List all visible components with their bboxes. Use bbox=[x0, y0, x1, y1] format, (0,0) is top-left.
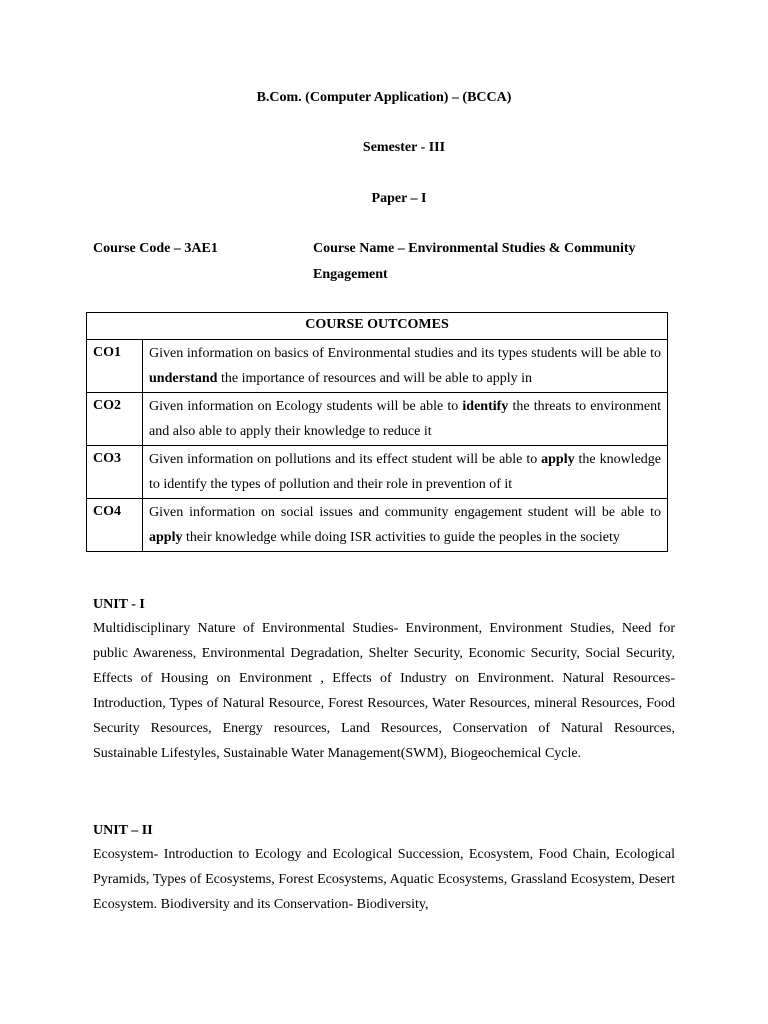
table-row bbox=[87, 340, 668, 393]
outcome-text: Given information on Ecology students will be able to identify the threats to environment and also able to apply their knowledge to reduce it bbox=[143, 393, 668, 446]
table-row bbox=[87, 393, 668, 446]
outcome-id: CO4 bbox=[87, 499, 143, 552]
outcome-text: Given information on pollutions and its effect student will be able to apply the knowledge to identify the types of pollution and their role in prevention of it bbox=[143, 446, 668, 499]
outcome-id: CO1 bbox=[87, 340, 143, 393]
program-title: B.Com. (Computer Application) – (BCCA) bbox=[256, 90, 512, 105]
unit-2-heading: UNIT – II bbox=[93, 823, 153, 838]
paper-title: Paper – I bbox=[371, 191, 427, 206]
table-row bbox=[87, 446, 668, 499]
course-name: Course Name – Environmental Studies & Community Engagement bbox=[313, 241, 636, 282]
unit-2-text: Ecosystem- Introduction to Ecology and Ecological Succession, Ecosystem, Food Chain, Ecological Pyramids, Types of Ecosystems, Forest Ecosystems, Aquatic Ecosystems, Grassland Ecosystem, Desert Ecosystem. Biodiversity and its Conservation- Biodiversity, bbox=[93, 847, 675, 912]
outcome-text: Given information on social issues and community engagement student will be able to apply their knowledge while doing ISR activities to guide the peoples in the society bbox=[143, 499, 668, 552]
outcome-id: CO3 bbox=[87, 446, 143, 499]
unit-1-text: Multidisciplinary Nature of Environmental Studies- Environment, Environment Studies, Need for public Awareness, Environmental Degradation, Shelter Security, Economic Security, Social Security, Effects of Housing on Environment , Effects of Industry on Environment. Natural Resources- Introduction, Types of Natural Resource, Forest Resources, Water Resources, mineral Resources, Food Security Resources, Energy resources, Land Resources, Conservation of Natural Resources, Sustainable Lifestyles, Sustainable Water Management(SWM), Biogeochemical Cycle. bbox=[93, 621, 675, 761]
outcome-id: CO2 bbox=[87, 393, 143, 446]
table-row bbox=[87, 499, 668, 552]
course-code: Course Code – 3AE1 bbox=[93, 241, 218, 256]
outcome-text: Given information on basics of Environmental studies and its types students will be able to understand the importance of resources and will be able to apply in bbox=[143, 340, 668, 393]
course-outcomes-table bbox=[86, 312, 668, 552]
semester-title: Semester - III bbox=[362, 140, 446, 155]
unit-1-heading: UNIT - I bbox=[93, 597, 145, 612]
course-outcomes-heading: COURSE OUTCOMES bbox=[87, 313, 668, 340]
